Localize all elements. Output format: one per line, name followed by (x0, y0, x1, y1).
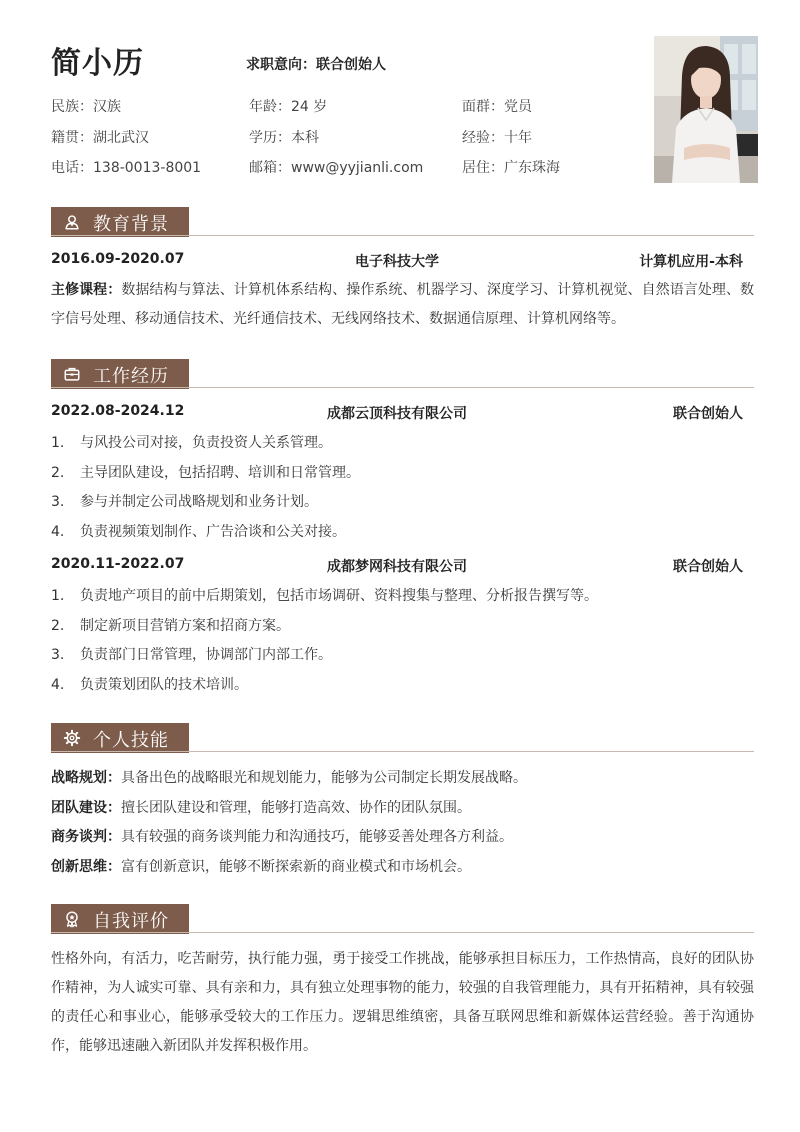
skill-item (51, 768, 751, 798)
work-duties-list (51, 586, 751, 704)
item-number: 1. (51, 435, 65, 451)
self-evaluation-text: 性格外向，有活力，吃苦耐劳，执行能力强，勇于接受工作挑战，能够承担目标压力，工作热情高，良好的团队协作精神，为人诚实可靠、具有亲和力，具有独立处理事物的能力，较强的自我管理能力，具有开拓精神，具有较强的责任心和事业心，能够承受较大的工作压力。逻辑思维缜密，具备互联网思维和新媒体运营经验。善于沟通协作，能够迅速融入新团队并发挥积极作用。 (51, 951, 754, 1054)
section-self-title: 自我评价 (93, 911, 169, 932)
job-intent: 求职意向：联合创始人 (246, 57, 386, 73)
skill-key: 创新思维： (51, 858, 121, 875)
courses-label: 主修课程： (51, 282, 122, 298)
section-education-title: 教育背景 (93, 214, 169, 235)
list-item (51, 492, 751, 522)
info-residence: 居住：广东珠海 (462, 160, 560, 176)
item-text: 负责视频策划制作、广告洽谈和公关对接。 (80, 523, 346, 540)
item-number: 2. (51, 464, 65, 481)
item-text: 负责部门日常管理，协调部门内部工作。 (80, 647, 332, 663)
list-item (51, 463, 751, 493)
work-company: 成都云顶科技有限公司 (327, 406, 467, 422)
award-icon (63, 910, 81, 928)
item-number: 4. (51, 523, 65, 540)
work-period: 2022.08-2024.12 (51, 403, 185, 419)
skill-text: 具备出色的战略眼光和规划能力，能够为公司制定长期发展战略。 (121, 770, 527, 786)
skill-key: 商务谈判： (51, 829, 121, 845)
section-self-header (51, 904, 754, 934)
skill-text: 富有创新意识，能够不断探索新的商业模式和市场机会。 (121, 858, 471, 875)
section-skills-tab (51, 723, 189, 753)
work-row (51, 403, 743, 423)
info-phone: 电话：138-0013-8001 (51, 160, 202, 176)
skill-key: 战略规划： (51, 770, 121, 786)
user-icon (63, 213, 81, 231)
list-item (51, 645, 751, 675)
section-divider (51, 751, 754, 752)
list-item (51, 433, 751, 463)
item-text: 负责地产项目的前中后期策划，包括市场调研、资料搜集与整理、分析报告撰写等。 (80, 588, 598, 604)
info-age: 年龄：24 岁 (249, 99, 328, 115)
item-text: 参与并制定公司战略规划和业务计划。 (80, 494, 318, 510)
section-work-tab (51, 359, 189, 389)
section-divider (51, 932, 754, 933)
profile-photo-illustration (654, 36, 758, 183)
work-duties-list (51, 433, 751, 551)
item-number: 3. (51, 494, 65, 510)
education-row (51, 251, 743, 271)
item-number: 4. (51, 676, 65, 693)
section-divider (51, 235, 754, 236)
section-education-header (51, 207, 754, 237)
item-text: 与风投公司对接，负责投资人关系管理。 (80, 435, 332, 451)
education-school: 电子科技大学 (355, 254, 439, 270)
section-education-tab (51, 207, 189, 237)
skill-text: 擅长团队建设和管理，能够打造高效、协作的团队氛围。 (121, 799, 471, 816)
item-number: 3. (51, 647, 65, 663)
item-text: 制定新项目营销方案和招商方案。 (80, 617, 290, 634)
work-company: 成都梦网科技有限公司 (327, 559, 467, 575)
resume-title: 简小历 (51, 46, 144, 81)
profile-photo (654, 36, 758, 183)
item-text: 负责策划团队的技术培训。 (80, 676, 248, 693)
section-work-title: 工作经历 (93, 366, 169, 387)
skill-text: 具有较强的商务谈判能力和沟通技巧，能够妥善处理各方利益。 (121, 829, 513, 845)
work-role: 联合创始人 (673, 559, 743, 575)
info-education: 学历：本科 (249, 130, 319, 146)
list-item (51, 586, 751, 616)
section-self-tab (51, 904, 189, 934)
skill-item (51, 857, 751, 887)
section-work-header (51, 359, 754, 389)
item-number: 1. (51, 588, 65, 604)
info-party: 面群：党员 (462, 99, 532, 115)
list-item (51, 522, 751, 552)
skills-list (51, 768, 751, 886)
work-period: 2020.11-2022.07 (51, 556, 185, 572)
section-skills-header (51, 723, 754, 753)
work-row (51, 556, 743, 576)
education-period: 2016.09-2020.07 (51, 251, 185, 267)
list-item (51, 675, 751, 705)
section-divider (51, 387, 754, 388)
gear-icon (63, 729, 81, 747)
work-role: 联合创始人 (673, 406, 743, 422)
briefcase-icon (63, 365, 81, 383)
info-hometown: 籍贯：湖北武汉 (51, 130, 149, 146)
skill-item (51, 798, 751, 828)
courses-text: 数据结构与算法、计算机体系结构、操作系统、机器学习、深度学习、计算机视觉、自然语言处理、数字信号处理、移动通信技术、光纤通信技术、无线网络技术、数据通信原理、计算机网络等。 (51, 282, 755, 327)
info-experience: 经验：十年 (462, 130, 532, 146)
skill-key: 团队建设： (51, 799, 121, 816)
skill-item (51, 827, 751, 857)
item-text: 主导团队建设，包括招聘、培训和日常管理。 (80, 464, 360, 481)
info-email: 邮箱：www@yyjianli.com (249, 160, 424, 176)
education-courses (51, 276, 754, 334)
list-item (51, 616, 751, 646)
section-skills-title: 个人技能 (93, 730, 169, 751)
info-ethnicity: 民族：汉族 (51, 99, 121, 115)
item-number: 2. (51, 617, 65, 634)
education-major: 计算机应用-本科 (639, 254, 743, 270)
